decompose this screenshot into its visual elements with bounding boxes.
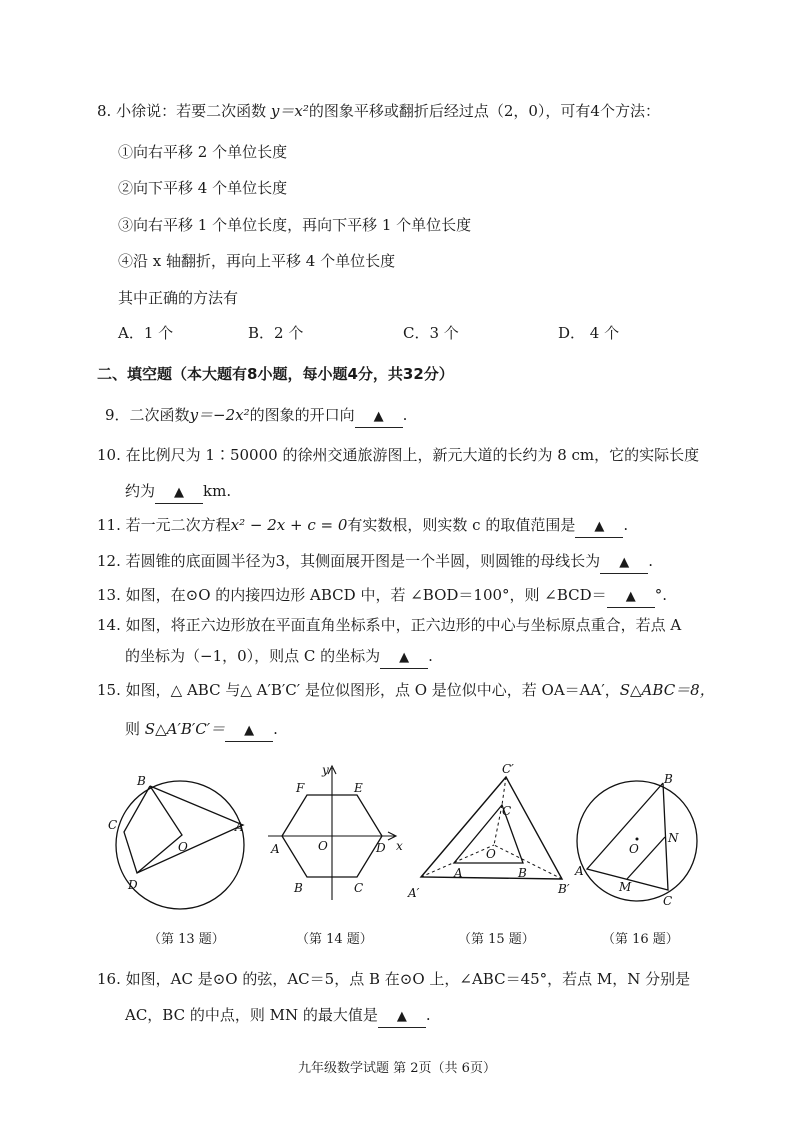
fig16-label-m: M	[619, 880, 632, 894]
blank-marker: ▲	[244, 723, 255, 738]
question-16	[97, 969, 690, 989]
fig15-dash-c	[494, 805, 502, 845]
fig15-label-b: B	[518, 866, 527, 880]
q8-option-c: C．3 个	[403, 324, 459, 342]
q8-formula: y＝x²	[270, 102, 309, 120]
q15-area-2: S△A′B′C′＝	[144, 720, 226, 738]
fig16-triangle	[587, 783, 668, 890]
fig14-label-x: x	[396, 839, 403, 853]
fig16-label-b: B	[664, 772, 673, 786]
caption-13: （第 13 题）	[148, 932, 225, 947]
q12-end: .	[648, 552, 653, 570]
blank-marker: ▲	[373, 409, 384, 424]
q10-line-2	[125, 481, 231, 504]
blank-marker: ▲	[625, 589, 636, 604]
fig16-label-c: C	[663, 894, 673, 908]
fig13-label-b: B	[137, 774, 146, 788]
q16-answer-blank[interactable]	[378, 1005, 426, 1028]
q15-line-1: 如图，△ ABC 与△ A′B′C′ 是位似图形，点 O 是位似中心，若 OA＝AA′，	[125, 681, 620, 699]
fig15-label-a-prime: A′	[408, 886, 420, 900]
q10-answer-blank[interactable]	[155, 481, 203, 504]
q8-text-b: 的图象平移或翻折后经过点（2，0），可有4个方法：	[308, 102, 660, 120]
blank-marker: ▲	[174, 485, 185, 500]
q16-line-1: 如图，AC 是⊙O 的弦，AC＝5，点 B 在⊙O 上，∠ABC＝45°，若点 M，N 分别是	[125, 970, 691, 988]
fig16-label-o: O	[629, 842, 639, 856]
q16-number: 16.	[97, 970, 121, 988]
fig14-label-d: D	[376, 841, 386, 855]
fig14-label-a: A	[271, 842, 280, 856]
fig13-label-d: D	[128, 878, 138, 892]
q10-line-2-b: km.	[203, 482, 232, 500]
q9-number: 9．	[105, 406, 130, 424]
caption-16: （第 16 题）	[602, 932, 679, 947]
fig14-label-f: F	[296, 781, 305, 795]
question-13	[97, 585, 667, 608]
q11-text-a: 若一元二次方程	[125, 516, 231, 534]
fig14-label-o: O	[318, 839, 328, 853]
q16-end: .	[425, 1006, 431, 1024]
q14-line-2-text: 的坐标为（−1，0），则点 C 的坐标为	[125, 647, 381, 665]
question-12	[97, 551, 653, 574]
q14-end: .	[428, 647, 433, 665]
question-11	[97, 515, 628, 538]
fig16-label-a: A	[575, 864, 584, 878]
figure-14	[262, 760, 412, 910]
fig15-label-o: O	[486, 847, 496, 861]
q9-end: .	[402, 406, 408, 424]
q12-text: 若圆锥的底面圆半径为3，其侧面展开图是一个半圆，则圆锥的母线长为	[125, 552, 601, 570]
q13-text: 如图，在⊙O 的内接四边形 ABCD 中，若 ∠BOD＝100°，则 ∠BCD＝	[125, 586, 607, 604]
q12-answer-blank[interactable]	[600, 551, 648, 574]
q12-number: 12.	[97, 552, 121, 570]
q15-answer-blank[interactable]	[225, 719, 273, 742]
figure-13	[100, 765, 260, 915]
figure-16	[567, 763, 707, 913]
q8-option-b: B．2 个	[248, 324, 304, 342]
fig13-label-o: O	[178, 840, 188, 854]
q14-answer-blank[interactable]	[380, 646, 428, 669]
fig15-label-a: A	[454, 866, 463, 880]
fig14-label-y: y	[322, 763, 329, 777]
q15-line-2-a: 则	[125, 720, 141, 738]
page-footer: 九年级数学试题 第 2页（共 6页）	[298, 1061, 496, 1076]
question-8	[97, 101, 660, 121]
q11-formula: x² − 2x + c = 0	[230, 516, 348, 534]
fig14-label-e: E	[354, 781, 363, 795]
section-2-heading: 二、填空题（本大题有8小题，每小题4分，共32分）	[97, 365, 454, 383]
question-10	[97, 445, 699, 465]
q10-number: 10.	[97, 446, 121, 464]
fig16-center-dot	[636, 838, 639, 841]
q14-line-2	[125, 646, 433, 669]
fig15-outer-triangle	[421, 777, 562, 879]
fig13-label-c: C	[108, 818, 118, 832]
q13-number: 13.	[97, 586, 121, 604]
q9-text-b: 的图象的开口向	[249, 406, 355, 424]
q11-answer-blank[interactable]	[575, 515, 623, 538]
fig15-label-c: C	[502, 804, 512, 818]
q8-method-4: ④沿 x 轴翻折，再向上平移 4 个单位长度	[118, 252, 396, 270]
fig13-label-a: A	[235, 820, 244, 834]
question-15	[97, 680, 715, 700]
q16-line-2-text: AC，BC 的中点，则 MN 的最大值是	[125, 1006, 378, 1024]
q8-method-2: ②向下平移 4 个单位长度	[118, 179, 288, 197]
fig16-label-n: N	[668, 831, 679, 845]
q13-end: °.	[654, 586, 667, 604]
q11-number: 11.	[97, 516, 121, 534]
q8-number: 8.	[97, 102, 112, 120]
fig16-circle	[577, 781, 697, 901]
q15-end: .	[273, 720, 278, 738]
q15-line-2	[125, 719, 278, 742]
fig15-label-c-prime: C′	[502, 762, 514, 776]
q11-text-b: 有实数根，则实数 c 的取值范围是	[347, 516, 576, 534]
question-9	[105, 405, 407, 428]
q13-answer-blank[interactable]	[607, 585, 655, 608]
q8-option-d: D． 4 个	[558, 324, 620, 342]
q16-line-2	[125, 1005, 431, 1028]
caption-15: （第 15 题）	[458, 932, 535, 947]
blank-marker: ▲	[619, 555, 630, 570]
q14-number: 14.	[97, 616, 121, 634]
q15-area-1: S△ABC＝8，	[619, 681, 715, 699]
blank-marker: ▲	[399, 650, 410, 665]
q11-end: .	[623, 516, 629, 534]
fig15-dash-b	[494, 845, 562, 879]
q10-line-2-a: 约为	[125, 482, 156, 500]
q10-line-1: 在比例尺为 1∶50000 的徐州交通旅游图上，新元大道的长约为 8 cm，它的实际长度	[125, 446, 700, 464]
q8-option-a: A．1 个	[118, 324, 174, 342]
fig13-radii	[137, 786, 182, 873]
q14-line-1: 如图，将正六边形放在平面直角坐标系中，正六边形的中心与坐标原点重合，若点 A	[125, 616, 682, 634]
caption-14: （第 14 题）	[296, 932, 373, 947]
q9-formula: y＝−2x²	[189, 406, 250, 424]
q8-question: 其中正确的方法有	[118, 289, 239, 307]
fig14-label-b: B	[294, 881, 303, 895]
fig14-label-c: C	[354, 881, 364, 895]
q8-method-1: ①向右平移 2 个单位长度	[118, 143, 288, 161]
q15-number: 15.	[97, 681, 121, 699]
figure-15	[404, 757, 579, 907]
question-14	[97, 615, 681, 635]
q9-answer-blank[interactable]	[355, 405, 403, 428]
q8-method-3: ③向右平移 1 个单位长度，再向下平移 1 个单位长度	[118, 216, 472, 234]
q8-text-a: 小徐说：若要二次函数	[116, 102, 267, 120]
blank-marker: ▲	[594, 519, 605, 534]
blank-marker: ▲	[396, 1009, 407, 1024]
q9-text-a: 二次函数	[129, 406, 190, 424]
fig15-label-b-prime: B′	[558, 882, 570, 896]
